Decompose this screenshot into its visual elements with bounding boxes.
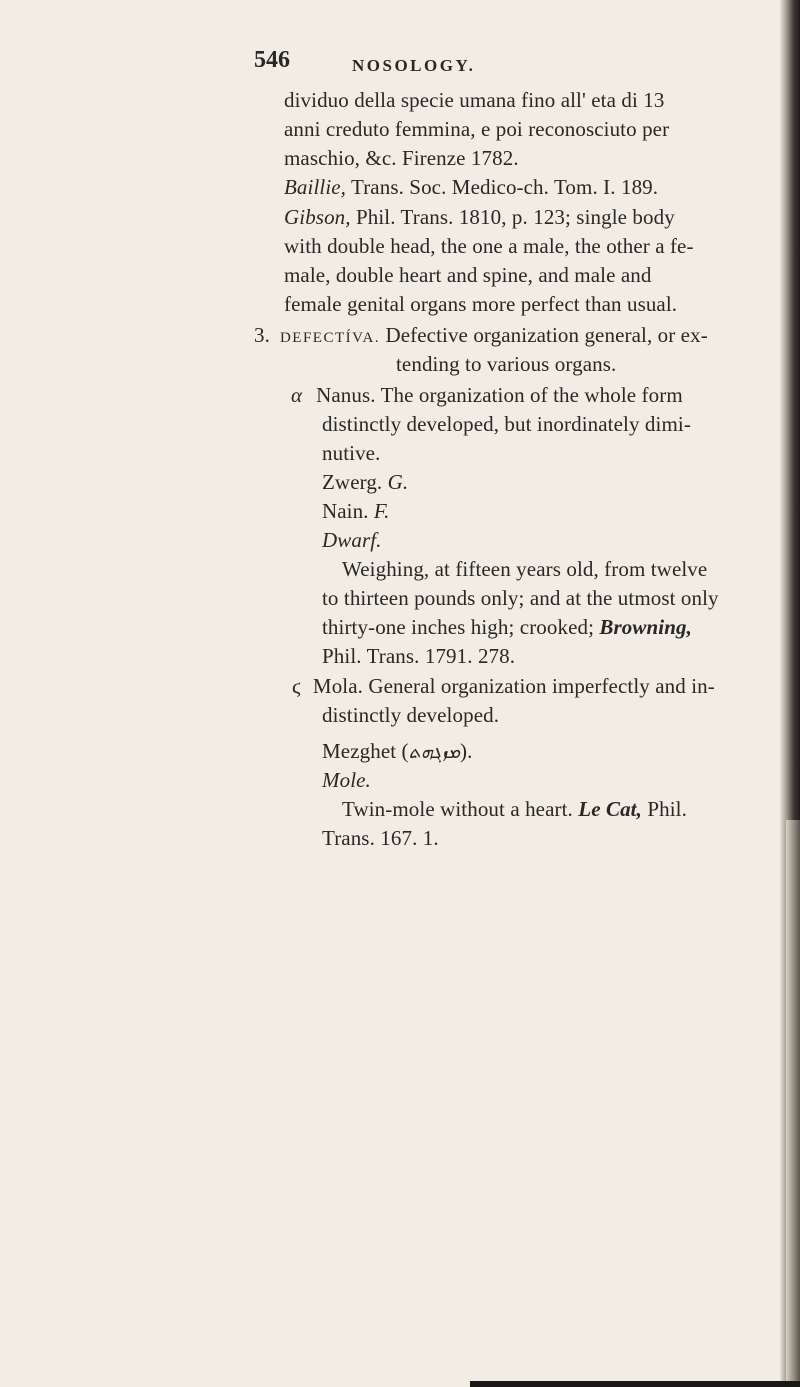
text-span: distinctly developed. xyxy=(322,703,500,727)
text-span: Trans. Soc. Medico-ch. Tom. I. 189. xyxy=(346,175,659,199)
species-marker: ϛ xyxy=(292,674,301,698)
language-abbrev: F. xyxy=(373,499,390,523)
page-edge-lower xyxy=(786,820,800,1387)
text-line xyxy=(322,738,472,766)
text-line xyxy=(322,411,691,437)
text-line xyxy=(322,469,408,495)
text-line xyxy=(284,262,652,288)
text-span: anni creduto femmina, e poi reconosciuto per xyxy=(284,117,670,141)
text-line xyxy=(342,796,687,822)
text-line xyxy=(292,673,715,699)
language-abbrev: G. xyxy=(387,470,409,494)
text-span: distinctly developed, but inordinately dimi- xyxy=(322,412,691,436)
text-span: Weighing, at fifteen years old, from twelve xyxy=(342,557,708,581)
text-span: Nanus. The organization of the whole form xyxy=(316,383,683,407)
text-span: male, double heart and spine, and male and xyxy=(284,263,652,287)
text-span: Phil. Trans. 1810, p. 123; single body xyxy=(350,205,675,229)
text-line xyxy=(322,767,371,793)
text-span: dividuo della specie umana fino all' eta di 13 xyxy=(284,88,665,112)
text-span: Mola. General organization imperfectly and in- xyxy=(312,674,715,698)
text-span: nutive. xyxy=(322,441,381,465)
author-name: Le Cat, xyxy=(578,797,642,821)
text-line xyxy=(342,556,707,582)
text-line xyxy=(322,440,380,466)
section-number: 3. xyxy=(254,323,270,347)
text-line xyxy=(284,116,669,142)
section-term: DEFECTÍVA. xyxy=(279,330,381,346)
text-line xyxy=(284,233,694,259)
text-line xyxy=(396,351,616,377)
text-span: female genital organs more perfect than usual. xyxy=(284,292,678,316)
text-line xyxy=(322,643,515,669)
author-name: Baillie, xyxy=(284,175,347,199)
text-span: Defective organization general, or ex- xyxy=(380,323,708,347)
text-span: Nain. xyxy=(322,499,374,523)
text-span: to thirteen pounds only; and at the utmost only xyxy=(322,586,719,610)
text-line xyxy=(322,498,390,524)
species-marker: α xyxy=(291,383,303,407)
page-number: 546 xyxy=(254,47,290,73)
text-span: Zwerg. xyxy=(322,470,388,494)
text-line xyxy=(322,702,499,728)
text-line xyxy=(284,87,664,113)
text-line xyxy=(284,204,675,230)
english-term: Mole. xyxy=(322,768,371,792)
text-line xyxy=(322,585,719,611)
text-line xyxy=(284,291,677,317)
text-span: with double head, the one a male, the other a fe- xyxy=(284,234,694,258)
text-line xyxy=(284,174,658,200)
text-line xyxy=(254,322,708,351)
text-span: Mezghet ( xyxy=(322,739,409,763)
text-span: Phil. Trans. 1791. 278. xyxy=(322,644,516,668)
text-line xyxy=(291,382,683,408)
text-span: maschio, &c. Firenze 1782. xyxy=(284,146,519,170)
text-line xyxy=(284,145,519,171)
bottom-edge-shadow xyxy=(470,1381,800,1387)
author-name: Gibson, xyxy=(284,205,351,229)
running-head: NOSOLOGY. xyxy=(352,56,476,75)
author-name: Browning, xyxy=(594,615,692,639)
text-span: ). xyxy=(460,739,473,763)
english-term: Dwarf. xyxy=(322,528,382,552)
text-span: Phil. xyxy=(641,797,687,821)
text-span: Trans. 167. 1. xyxy=(322,826,439,850)
text-span: thirty-one inches high; crooked; xyxy=(322,615,595,639)
text-span: tending to various organs. xyxy=(396,352,617,376)
text-line xyxy=(322,527,382,553)
text-line xyxy=(322,825,439,851)
syriac-script: ܡܙܓܗܬ xyxy=(408,742,461,763)
text-line xyxy=(322,614,692,640)
text-span: Twin-mole without a heart. xyxy=(342,797,579,821)
